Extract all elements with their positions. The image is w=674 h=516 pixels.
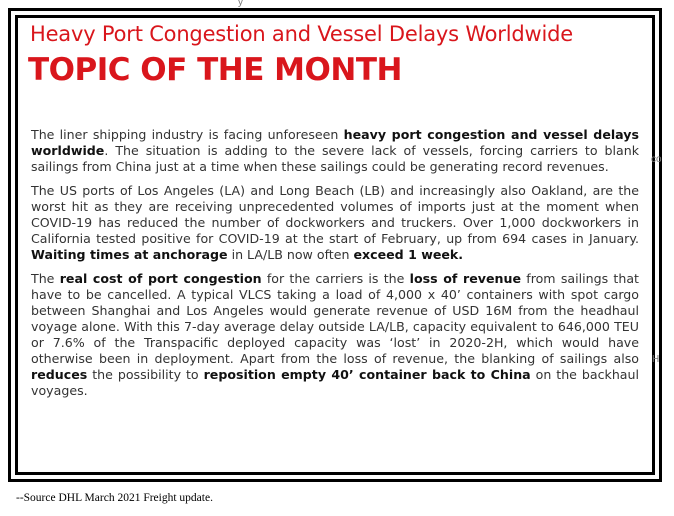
body-text-run: The US ports of Los Angeles (LA) and Long Beach (LB) and increasingly also Oakland, are the worst hit as they are receiving unprecedented volumes of imports just at the moment when COVID-19 has reduced the number of dockworkers and truckers. Over 1,000 dockworkers in California tested positive for COVID-19 at the start of February, up from 694 cases in January. [31, 183, 639, 246]
article-headline: Heavy Port Congestion and Vessel Delays Worldwide [30, 22, 573, 46]
emphasis-text: reduces [31, 367, 88, 382]
emphasis-text: Waiting times at anchorage [31, 247, 228, 262]
edge-fragment-right-2: H [652, 354, 660, 365]
emphasis-text: heavy port congestion and vessel delays worldwide [31, 127, 639, 158]
article-frame [8, 8, 662, 482]
paragraph-3 [31, 271, 639, 399]
paragraph-2 [31, 183, 639, 263]
body-text-run: in LA/LB now often [227, 247, 354, 262]
edge-fragment-top: y [238, 0, 243, 8]
body-text-run: the possibility to [87, 367, 204, 382]
article-body [31, 127, 639, 407]
paragraph-1 [31, 127, 639, 175]
emphasis-text: reposition empty 40’ container back to China [203, 367, 531, 382]
body-text-run: . The situation is adding to the severe lack of vessels, forcing carriers to blank sailings from China just at a time when these sailings could be generating record revenues. [31, 143, 639, 174]
emphasis-text: loss of revenue [409, 271, 521, 286]
body-text-run: for the carriers is the [261, 271, 410, 286]
emphasis-text: real cost of port congestion [59, 271, 262, 286]
article-panel [15, 15, 655, 475]
body-text-run: The [31, 271, 60, 286]
edge-fragment-right-1: co [651, 154, 662, 165]
section-title: TOPIC OF THE MONTH [28, 52, 402, 88]
body-text-run: on the backhaul voyages. [31, 367, 639, 398]
source-caption: --Source DHL March 2021 Freight update. [16, 492, 213, 504]
body-text-run: from sailings that have to be cancelled. A typical VLCS taking a load of 4,000 x 40’ containers with spot cargo between Shanghai and Los Angeles would generate revenue of USD 16M from the headhaul voyage alone. With this 7-day average delay outside LA/LB, capacity equivalent to 646,000 TEU or 7.6% of the Transpacific deployed capacity was ‘lost’ in 2020-2H, which would have otherwise been in deployment. Apart from the loss of revenue, the blanking of sailings also [31, 271, 639, 366]
body-text-run: The liner shipping industry is facing unforeseen [31, 127, 344, 142]
emphasis-text: exceed 1 week. [353, 247, 464, 262]
